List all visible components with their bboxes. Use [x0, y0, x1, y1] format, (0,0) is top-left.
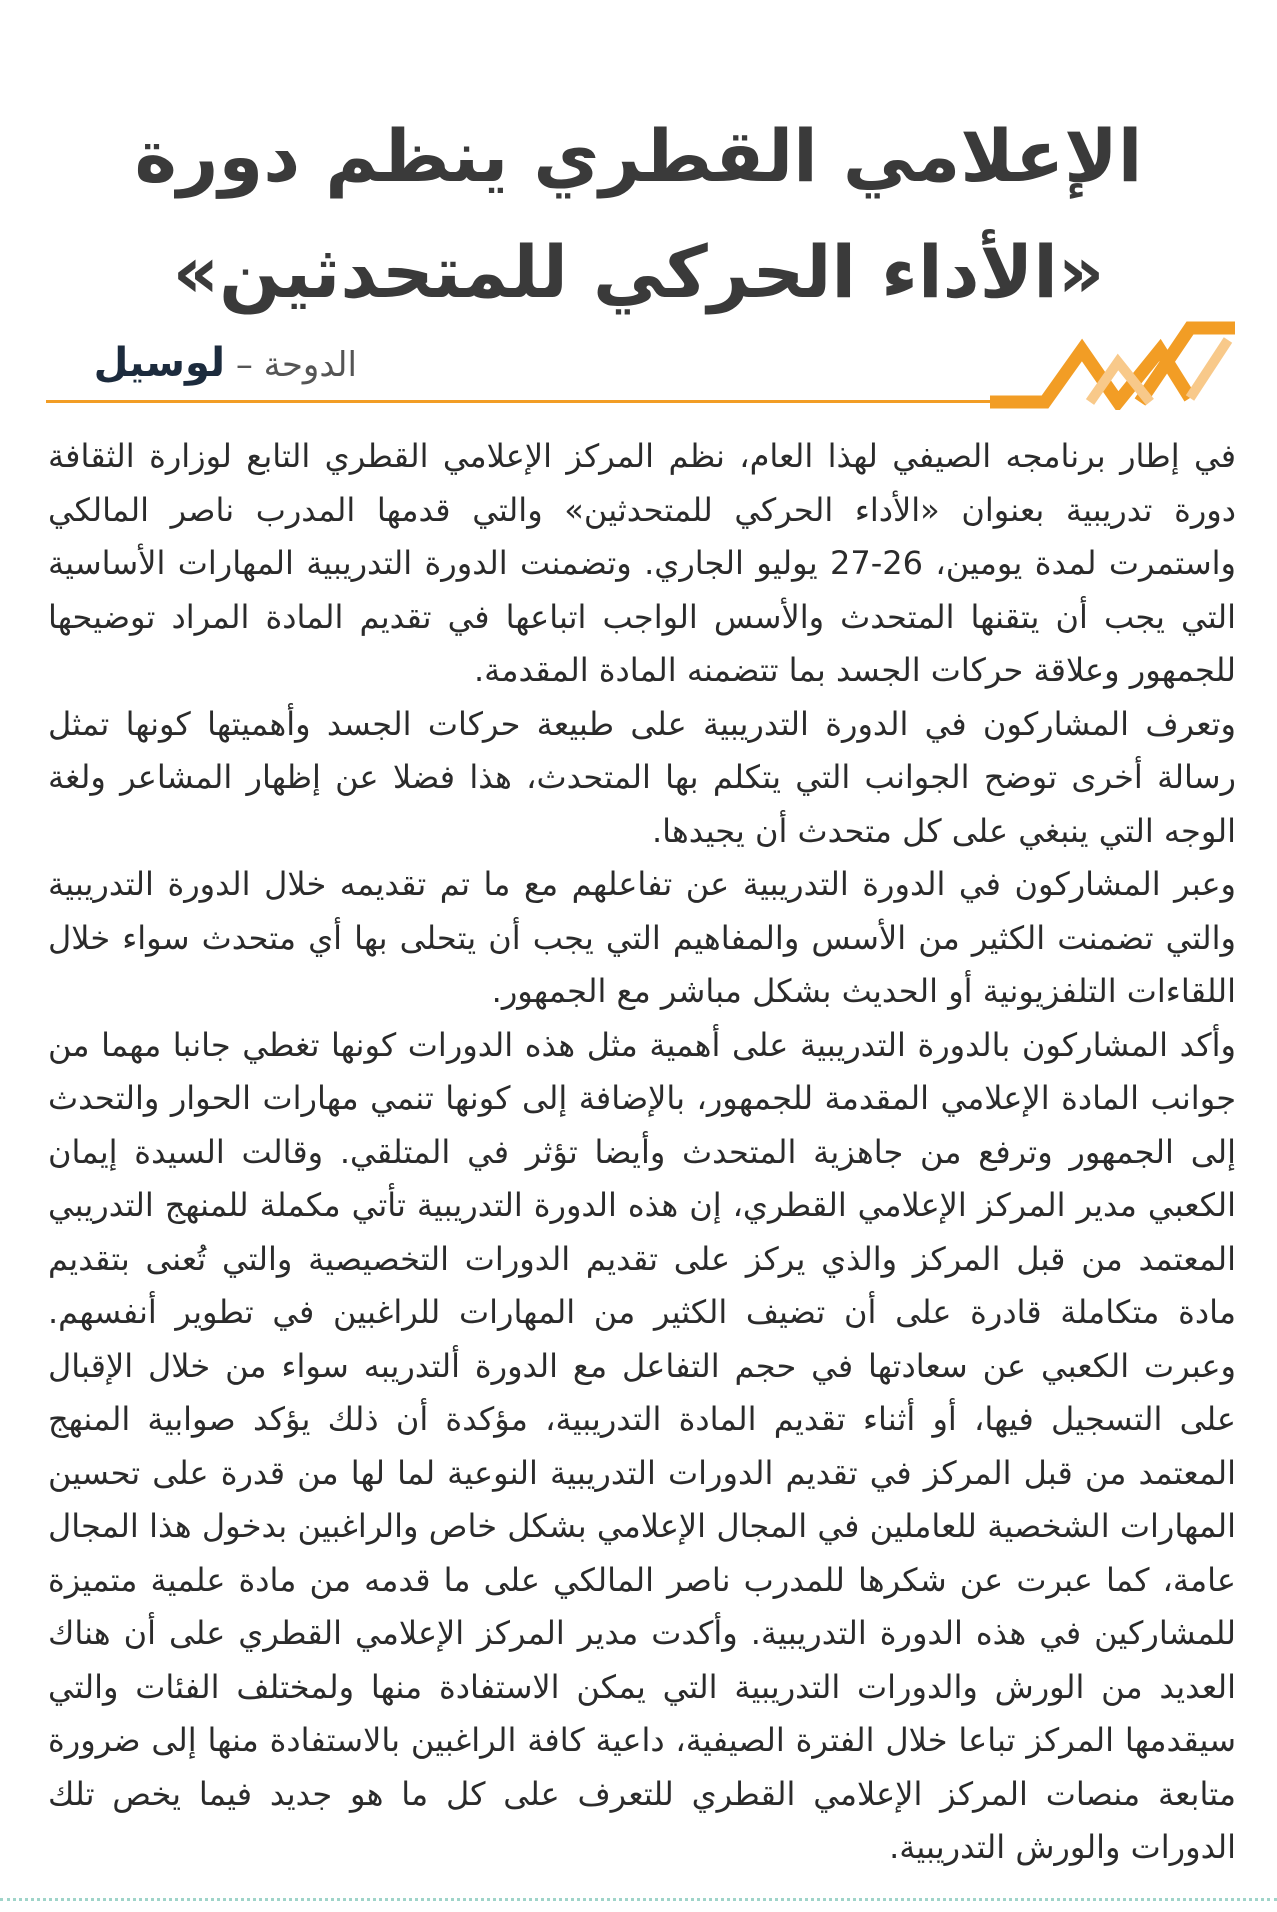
- headline-line-2: «الأداء الحركي للمتحدثين»: [172, 230, 1105, 315]
- byline: [37, 338, 357, 390]
- article-paragraph-1: في إطار برنامجه الصيفي لهذا العام، نظم المركز الإعلامي القطري التابع لوزارة الثقافة دورة تدريبية بعنوان «الأداء الحركي للمتحدثين» والتي قدمها المدرب ناصر المالكي واستمرت لمدة يومين، 26-27 يوليو الجاري. وتضمنت الدورة التدريبية المهارات الأساسية التي يجب أن يتقنها المتحدث والأسس الواجب اتباعها في تقديم المادة المراد توضيحها للجمهور وعلاقة حركات الجسد بما تتضمنه المادة المقدمة.: [48, 437, 1237, 689]
- byline-separator: –: [235, 345, 253, 385]
- article-paragraph-2: وتعرف المشاركون في الدورة التدريبية على طبيعة حركات الجسد وأهميتها كونها تمثل رسالة أخرى توضح الجوانب التي يتكلم بها المتحدث، هذا فضلا عن إظهار المشاعر ولغة الوجه التي ينبغي على كل متحدث أن يجيدها.: [48, 704, 1236, 850]
- byline-location: الدوحة: [263, 345, 357, 385]
- headline-line-1: الإعلامي القطري ينظم دورة: [134, 114, 1143, 199]
- brand-logo-text: لوسيل: [93, 340, 226, 386]
- zigzag-logo-icon: [990, 310, 1235, 410]
- headline: [60, 98, 1217, 330]
- article-body: [48, 430, 1236, 1875]
- article-paragraph-3: وعبر المشاركون في الدورة التدريبية عن تفاعلهم مع ما تم تقديمه خلال الدورة التدريبية والتي تضمنت الكثير من الأسس والمفاهيم التي يجب أن يتحلى بها أي متحدث سواء خلال اللقاءات التلفزيونية أو الحديث بشكل مباشر مع الجمهور.: [48, 865, 1236, 1010]
- footer-dotted-divider: [0, 1898, 1277, 1901]
- article-paragraph-4: وأكد المشاركون بالدورة التدريبية على أهمية مثل هذه الدورات كونها تغطي جانبا مهما من جوانب المادة الإعلامي المقدمة للجمهور، بالإضافة إلى كونها تنمي مهارات الحوار والتحدث إلى الجمهور وترفع من جاهزية المتحدث وأيضا تؤثر في المتلقي. وقالت السيدة إيمان الكعبي مدير المركز الإعلامي القطري، إن هذه الدورة التدريبية تأتي مكملة للمنهج التدريبي المعتمد من قبل المركز والذي يركز على تقديم الدورات التخصيصية والتي تُعنى بتقديم مادة متكاملة قادرة على أن تضيف الكثير من المهارات للراغبين في تطوير أنفسهم. وعبرت الكعبي عن سعادتها في حجم التفاعل مع الدورة ألتدريبه سواء من خلال الإقبال على التسجيل فيها، أو أثناء تقديم المادة التدريبية، مؤكدة أن ذلك يؤكد صوابية المنهج المعتمد من قبل المركز في تقديم الدورات التدريبية النوعية لما لها من قدرة على تحسين المهارات الشخصية للعاملين في المجال الإعلامي بشكل خاص والراغبين بدخول هذا المجال عامة، كما عبرت عن شكرها للمدرب ناصر المالكي على ما قدمه من مادة علمية متميزة للمشاركين في هذه الدورة التدريبية. وأكدت مدير المركز الإعلامي القطري على أن هناك العديد من الورش والدورات التدريبية التي يمكن الاستفادة منها ولمختلف الفئات والتي سيقدمها المركز تباعا خلال الفترة الصيفية، داعية كافة الراغبين بالاستفادة منها إلى ضرورة متابعة منصات المركز الإعلامي القطري للتعرف على كل ما هو جديد فيما يخص تلك الدورات والورش التدريبية.: [48, 1025, 1236, 1866]
- byline-divider: [46, 400, 1046, 403]
